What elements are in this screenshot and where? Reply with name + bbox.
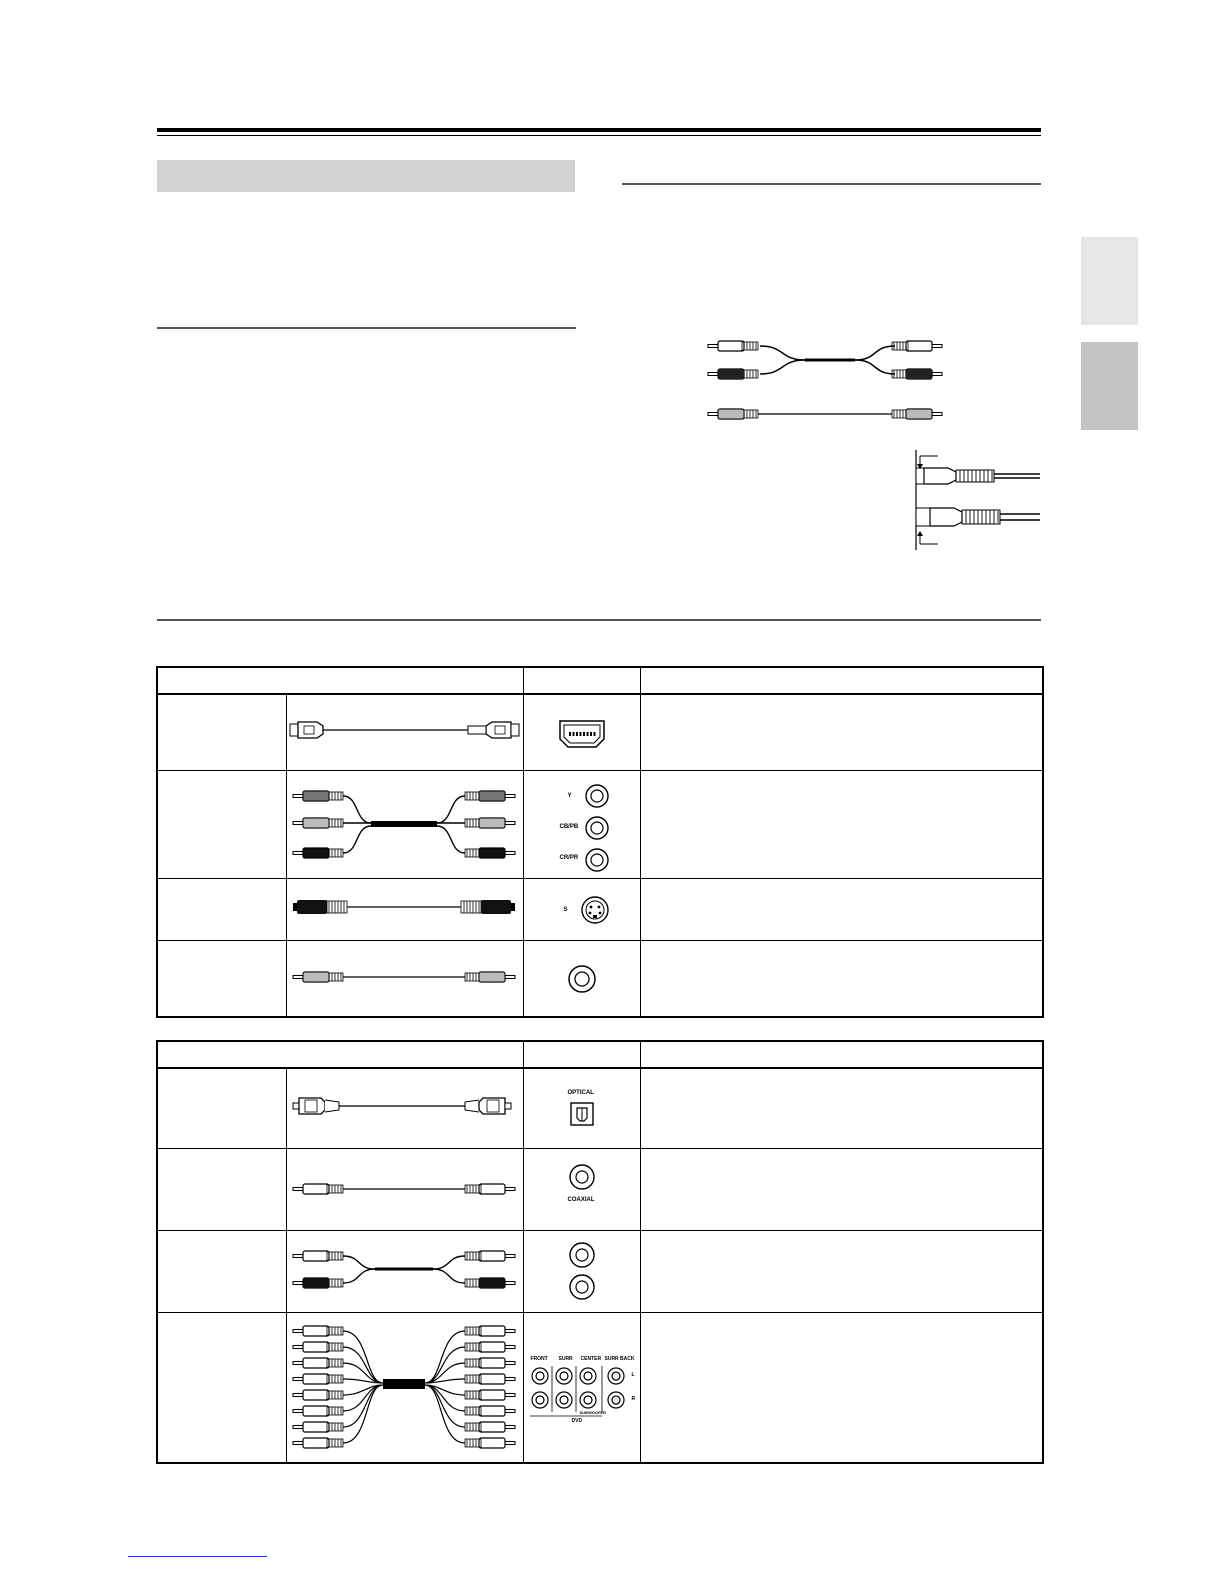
jack-label-y: Y bbox=[567, 792, 572, 799]
cable-cell bbox=[286, 1231, 523, 1313]
s-video-row bbox=[157, 879, 1043, 941]
multichannel-jacks-icon bbox=[524, 1316, 639, 1460]
jack-cell bbox=[523, 694, 640, 771]
cable-name-cell bbox=[157, 1068, 286, 1149]
analog-jacks-icon bbox=[565, 1237, 599, 1307]
header-rule-thin bbox=[157, 135, 1041, 136]
hdmi-jack-icon bbox=[552, 713, 612, 753]
jack-label-cr-pr: CR/PR bbox=[559, 854, 579, 861]
header-jack bbox=[523, 1041, 640, 1068]
composite-video-row bbox=[157, 941, 1043, 1018]
cable-name-cell bbox=[157, 694, 286, 771]
composite-jack-icon bbox=[564, 961, 600, 997]
jack-cell bbox=[523, 941, 640, 1018]
component-video-row bbox=[157, 771, 1043, 879]
jack-label-front: FRONT bbox=[530, 1355, 548, 1362]
right-column-rule bbox=[622, 183, 1041, 185]
coaxial-jack-icon bbox=[524, 1152, 639, 1228]
description-cell bbox=[640, 1068, 1043, 1149]
optical-jack-icon bbox=[524, 1072, 639, 1146]
jack-label-surr-back: SURR BACK bbox=[604, 1355, 635, 1362]
cable-cell bbox=[286, 771, 523, 879]
header-description bbox=[640, 667, 1043, 694]
jack-label-right: R bbox=[631, 1395, 636, 1402]
cable-name-cell bbox=[157, 879, 286, 941]
s-video-cable-icon bbox=[287, 879, 522, 935]
hdmi-row bbox=[157, 694, 1043, 771]
description-cell bbox=[640, 1313, 1043, 1464]
section-heading-bar bbox=[157, 160, 575, 192]
header-description bbox=[640, 1041, 1043, 1068]
s-video-jack-icon bbox=[524, 882, 639, 938]
plug-insertion-illustration bbox=[908, 450, 1042, 550]
header-jack bbox=[523, 667, 640, 694]
cable-cell bbox=[286, 1149, 523, 1231]
side-tab-dark[interactable] bbox=[1081, 342, 1138, 430]
footer-link-underline[interactable] bbox=[128, 1556, 267, 1557]
jack-label-surr: SURR bbox=[558, 1355, 573, 1362]
analog-audio-row bbox=[157, 1231, 1043, 1313]
jack-label-left: L bbox=[631, 1371, 635, 1378]
cable-name-cell bbox=[157, 771, 286, 879]
component-cable-icon bbox=[287, 771, 522, 873]
jack-label-subwoofer: SUBWOOFER bbox=[579, 1409, 606, 1415]
coaxial-cable-icon bbox=[287, 1149, 522, 1225]
header-rule-thick bbox=[157, 128, 1041, 132]
video-table-header bbox=[157, 667, 1043, 694]
multichannel-cable-icon bbox=[287, 1313, 522, 1457]
jack-label-s: S bbox=[563, 906, 568, 913]
left-column-rule bbox=[157, 327, 576, 329]
jack-label-coaxial: COAXIAL bbox=[567, 1196, 595, 1203]
description-cell bbox=[640, 694, 1043, 771]
analog-audio-cable-icon bbox=[287, 1231, 522, 1307]
hdmi-cable-icon bbox=[287, 695, 522, 765]
section-divider-rule bbox=[157, 619, 1041, 621]
cable-cell bbox=[286, 879, 523, 941]
coaxial-row bbox=[157, 1149, 1043, 1231]
cable-name-cell bbox=[157, 1231, 286, 1313]
cable-name-cell bbox=[157, 941, 286, 1018]
rca-cable-illustration bbox=[700, 330, 950, 430]
jack-cell bbox=[523, 879, 640, 941]
audio-connections-table bbox=[156, 1040, 1044, 1464]
audio-table-header bbox=[157, 1041, 1043, 1068]
description-cell bbox=[640, 771, 1043, 879]
component-jacks-icon bbox=[524, 774, 639, 876]
header-cable bbox=[157, 667, 523, 694]
jack-cell bbox=[523, 1313, 640, 1464]
jack-label-cb-pb: CB/PB bbox=[559, 823, 579, 830]
jack-cell bbox=[523, 1068, 640, 1149]
side-tab-light[interactable] bbox=[1081, 237, 1138, 325]
jack-cell bbox=[523, 771, 640, 879]
cable-cell bbox=[286, 694, 523, 771]
optical-cable-icon bbox=[287, 1069, 522, 1143]
cable-cell bbox=[286, 1313, 523, 1464]
multichannel-row bbox=[157, 1313, 1043, 1464]
cable-name-cell bbox=[157, 1149, 286, 1231]
jack-cell bbox=[523, 1149, 640, 1231]
jack-label-center: CENTER bbox=[580, 1355, 602, 1362]
header-cable bbox=[157, 1041, 523, 1068]
description-cell bbox=[640, 941, 1043, 1018]
description-cell bbox=[640, 879, 1043, 941]
video-connections-table bbox=[156, 666, 1044, 1018]
cable-cell bbox=[286, 941, 523, 1018]
description-cell bbox=[640, 1231, 1043, 1313]
optical-row bbox=[157, 1068, 1043, 1149]
jack-label-dvd: DVD bbox=[571, 1417, 583, 1424]
jack-label-optical: OPTICAL bbox=[567, 1089, 594, 1096]
composite-cable-icon bbox=[287, 941, 522, 1011]
cable-cell bbox=[286, 1068, 523, 1149]
description-cell bbox=[640, 1149, 1043, 1231]
cable-name-cell bbox=[157, 1313, 286, 1464]
jack-cell bbox=[523, 1231, 640, 1313]
